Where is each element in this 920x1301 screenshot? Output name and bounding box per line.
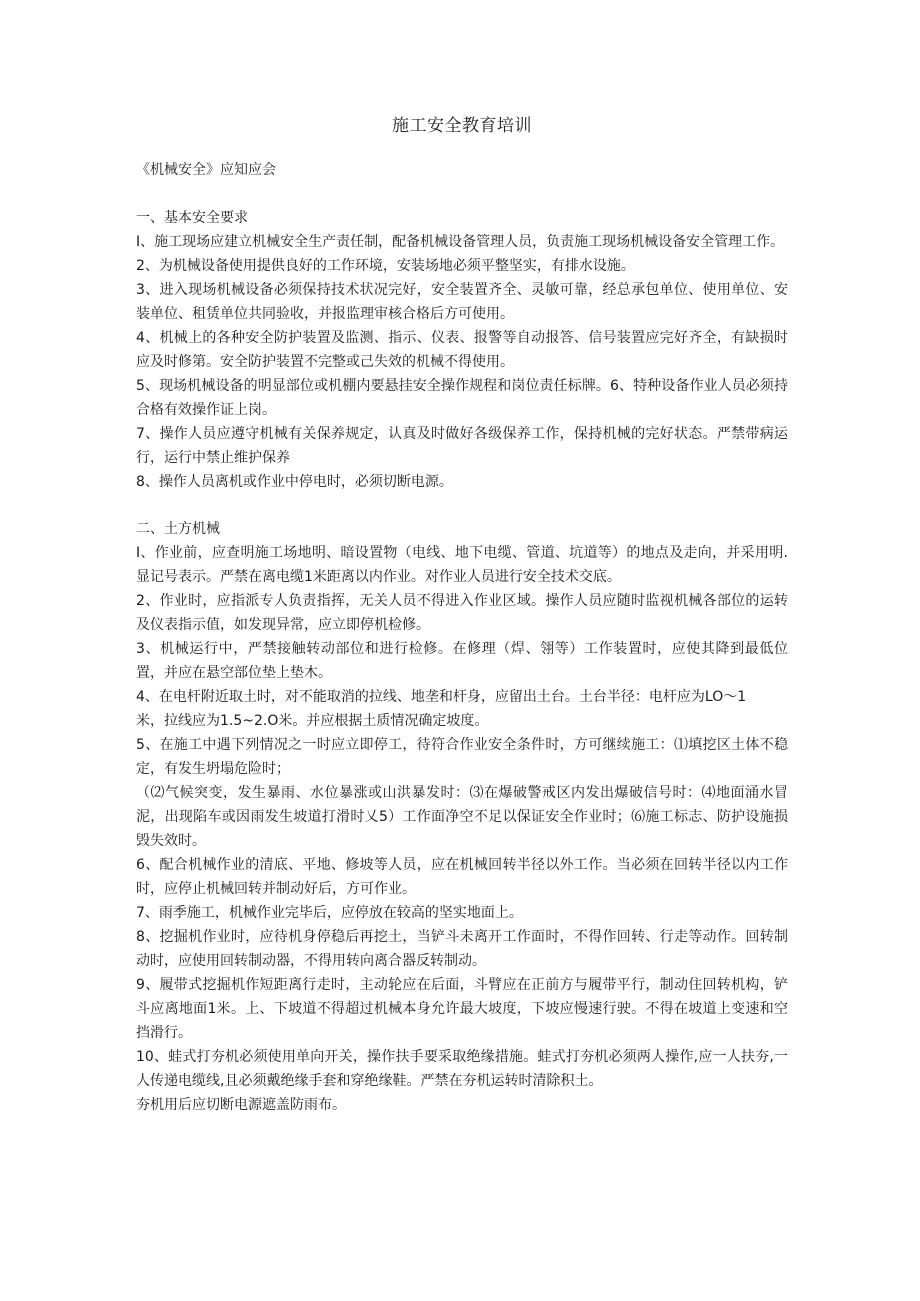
paragraph: 4、机械上的各种安全防护装置及监测、指示、仪表、报警等自动报答、信号装置应完好齐全，有缺损时应及时修第。安全防护装置不完整或己失效的机械不得使用。 — [136, 330, 788, 370]
paragraph: 3、机械运行中，严禁接触转动部位和进行检修。在修理（焊、翎等）工作装置时，应使其降到最低位置，并应在悬空部位垫上垫木。 — [136, 641, 788, 681]
document-subtitle: 《机械安全》应知应会 — [136, 162, 276, 178]
paragraph: I、施工现场应建立机械安全生产责任制，配备机械设备管理人员，负责施工现场机械设备安全管理工作。 — [136, 234, 785, 250]
paragraph: 9、履带式挖掘机作短距离行走时，主动轮应在后面，斗臂应在正前方与履带平行，制动住回转机构，铲斗应离地面1米。上、下坡道不得超过机械本身允许最大坡度，下坡应慢速行驶。不得在坡道上变速和空挡滑行。 — [136, 977, 788, 1041]
paragraph: 6、配合机械作业的清底、平地、修坡等人员，应在机械回转半径以外工作。当必须在回转半径以内工作时，应停止机械回转并制动好后，方可作业。 — [136, 857, 788, 897]
paragraph: I、作业前，应查明施工场地明、暗设置物（电线、地下电缆、管道、坑道等）的地点及走向，并采用明. 显记号表示。严禁在离电缆1米距离以内作业。对作业人员进行安全技术交底。 — [136, 545, 788, 585]
paragraph: 8、挖掘机作业时，应待机身停稳后再挖土，当铲斗未离开工作面时，不得作回转、行走等动作。回转制动时，应使用回转制动器，不得用转向离合器反转制动。 — [136, 929, 788, 969]
document-page — [136, 112, 788, 1117]
paragraph: 5、现场机械设备的明显部位或机棚内要悬挂安全操作规程和岗位责任标牌。6、特种设备作业人员必须持合格有效操作证上岗。 — [136, 378, 788, 418]
paragraph: 4、在电杆附近取土时，对不能取消的拉线、地垄和杆身，应留出土台。土台半径：电杆应为LO～1 — [136, 689, 747, 705]
paragraph: 3、进入现场机械设备必须保持技术状况完好，安全装置齐全、灵敏可靠，经总承包单位、使用单位、安装单位、租赁单位共同验收，并报监理审核合格后方可使用。 — [136, 282, 788, 322]
paragraph: （⑵气候突变，发生暴雨、水位暴涨或山洪暴发时：⑶在爆破警戒区内发出爆破信号时：⑷地面涌水冒泥，出现陷车或因雨发生坡道打滑时乂5）工作面净空不足以保证安全作业时；⑹施工标志、防护设施损毁失效时。 — [136, 785, 788, 849]
paragraph: 7、雨季施工，机械作业完毕后，应停放在较高的坚实地面上。 — [136, 905, 523, 921]
section-heading: 一、基本安全要求 — [136, 210, 248, 226]
section-heading: 二、土方机械 — [136, 521, 220, 537]
section-earthwork-machinery — [136, 517, 788, 1117]
paragraph: 2、为机械设备使用提供良好的工作环境，安装场地必须平整坚实，有排水设施。 — [136, 258, 635, 274]
document-title: 施工安全教育培训 — [392, 116, 532, 136]
paragraph: 10、蛙式打夯机必须使用单向开关，操作扶手要采取绝缘措施。蛙式打夯机必须两人操作,应一人扶夯,一人传递电缆线,且必须戴绝缘手套和穿绝缘鞋。严禁在夯机运转时清除积土。 — [136, 1049, 788, 1089]
paragraph: 夯机用后应切断电源遮盖防雨布。 — [136, 1097, 346, 1113]
section-spacer — [136, 494, 788, 517]
paragraph: 5、在施工中遇下列情况之一时应立即停工，待符合作业安全条件时，方可继续施工：⑴填挖区土体不稳定，有发生坍塌危险时； — [136, 737, 788, 777]
section-basic-safety — [136, 206, 788, 494]
paragraph: 8、操作人员离机或作业中停电时，必须切断电源。 — [136, 474, 453, 490]
paragraph: 米，拉线应为1.5~2.O米。并应根据土质情况确定坡度。 — [136, 713, 489, 729]
paragraph: 2、作业时，应指派专人负责指挥，无关人员不得进入作业区域。操作人员应随时监视机械各部位的运转及仪表指示值，如发现异常，应立即停机检修。 — [136, 593, 788, 633]
paragraph: 7、操作人员应遵守机械有关保养规定，认真及时做好各级保养工作，保持机械的完好状态。严禁带病运行，运行中禁止维护保养 — [136, 426, 788, 466]
